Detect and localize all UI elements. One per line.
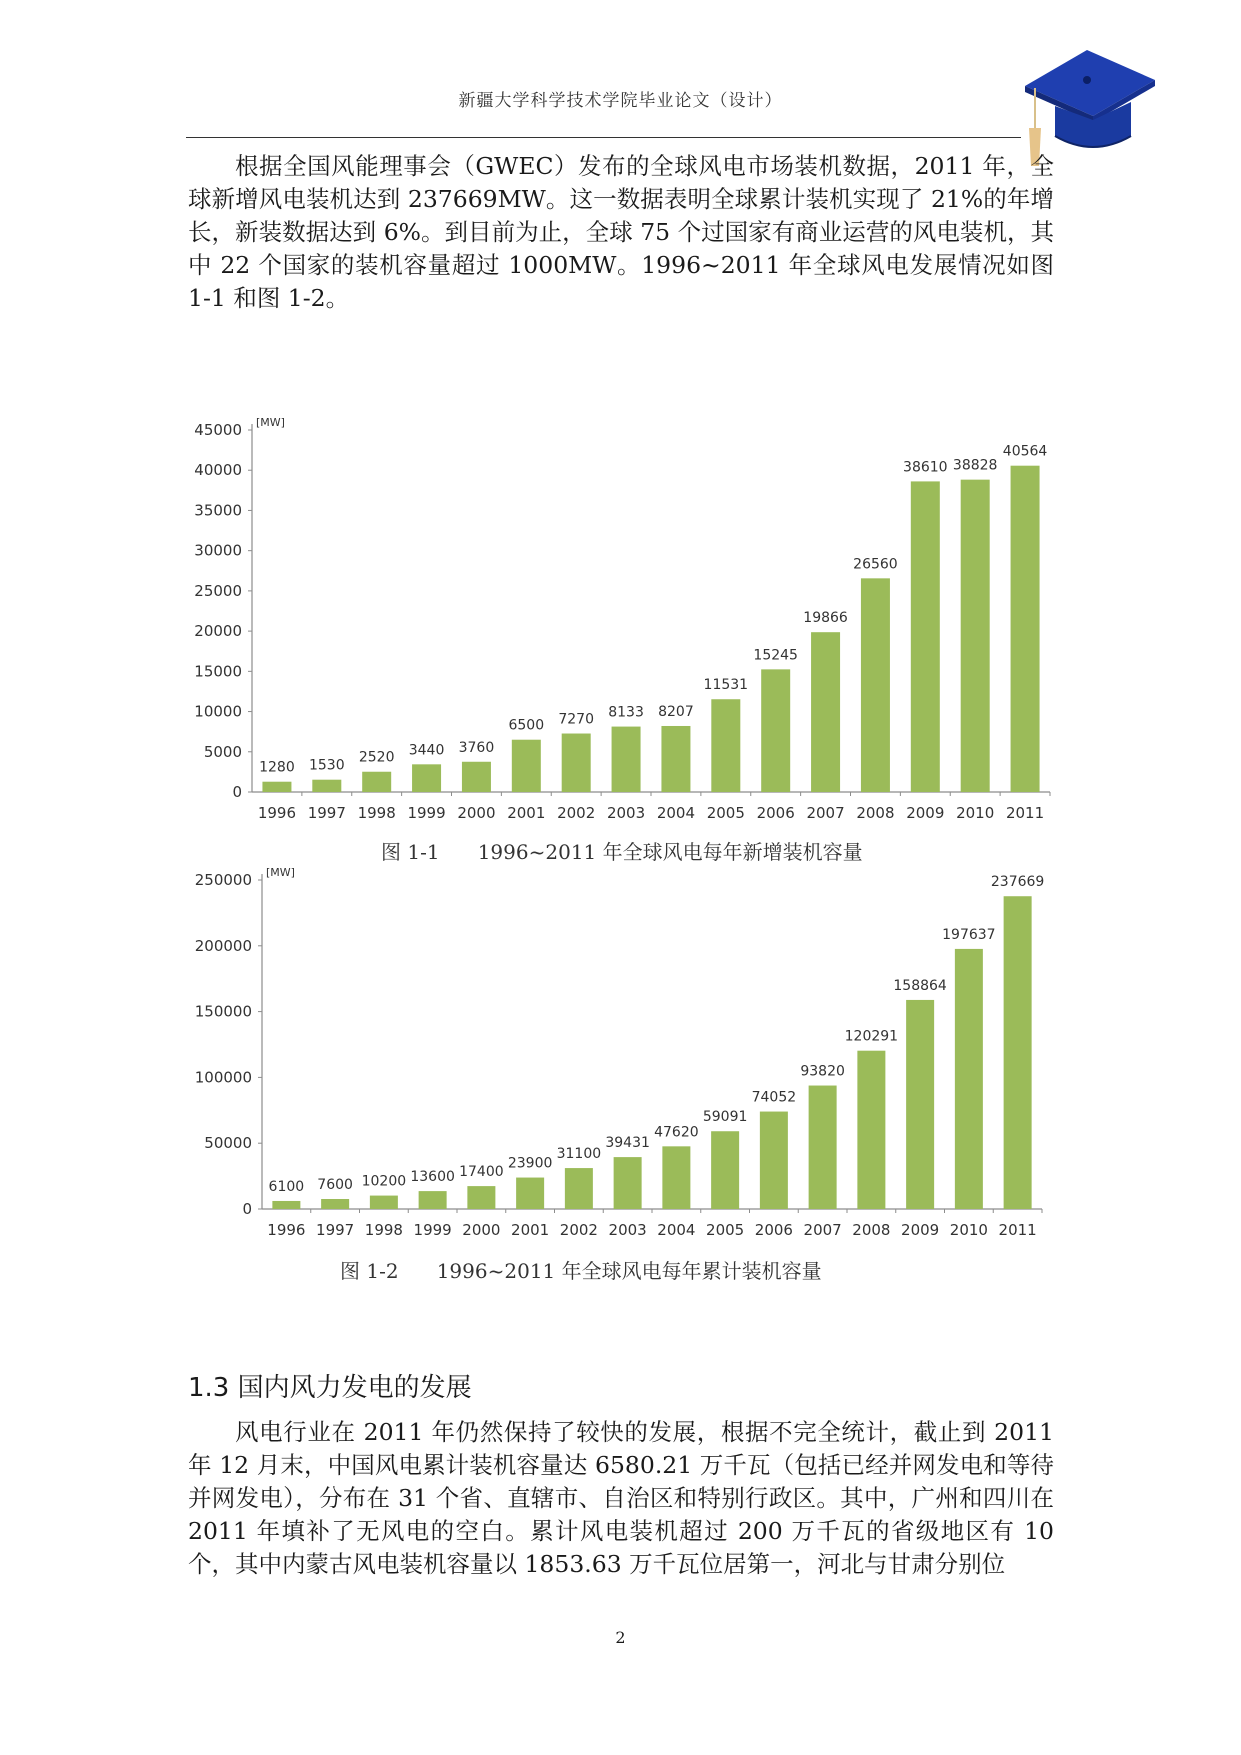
x-tick-label: 2005 [706, 804, 745, 822]
x-tick-label: 2003 [608, 1221, 647, 1239]
x-tick-label: 1997 [307, 804, 346, 822]
intro-paragraph: 根据全国风能理事会（GWEC）发布的全球风电市场装机数据，2011 年，全球新增风电装机达到 237669MW。这一数据表明全球累计装机实现了 21%的年增长，新装数据达到 6%。到目前为止，全球 75 个过国家有商业运营的风电装机，其中 22 个国家的装机容量超过 1000MW。1996~2011 年全球风电发展情况如图 1-1 和图 1-2。 [188, 152, 1054, 312]
bar [370, 1196, 398, 1209]
bar [761, 669, 790, 792]
x-tick-label: 2002 [559, 1221, 598, 1239]
y-tick-label: 0 [242, 1200, 252, 1218]
bar [911, 481, 940, 792]
data-label: 31100 [556, 1146, 602, 1163]
x-tick-label: 2007 [803, 1221, 842, 1239]
section-heading: 1.3 国内风力发电的发展 [188, 1373, 472, 1403]
y-tick-label: 30000 [194, 541, 242, 560]
y-tick-label: 20000 [194, 622, 242, 641]
x-tick-label: 2006 [754, 1221, 793, 1239]
y-tick-label: 45000 [194, 421, 242, 439]
x-tick-label: 2005 [706, 1221, 745, 1239]
y-tick-label: 150000 [194, 1002, 252, 1021]
data-label: 120291 [844, 1028, 899, 1045]
x-tick-label: 2010 [956, 804, 995, 822]
figure-1-caption: 图 1-1 1996~2011 年全球风电每年新增装机容量 [381, 840, 863, 864]
bar [262, 782, 291, 792]
x-tick-label: 2002 [557, 804, 596, 822]
bar [955, 949, 983, 1209]
data-label: 23900 [507, 1155, 553, 1172]
unit-label: [MW] [266, 866, 295, 879]
data-label: 74052 [751, 1089, 797, 1106]
x-tick-label: 1997 [316, 1221, 355, 1239]
x-tick-label: 1996 [267, 1221, 306, 1239]
data-label: 13600 [410, 1169, 455, 1186]
bar [760, 1112, 788, 1209]
x-tick-label: 1999 [413, 1221, 452, 1239]
x-tick-label: 2008 [856, 804, 895, 822]
bar [711, 699, 740, 792]
x-tick-label: 2004 [657, 1221, 696, 1239]
data-label: 40564 [1002, 443, 1048, 460]
bar [811, 632, 840, 792]
data-label: 38828 [952, 457, 998, 474]
data-label: 10200 [361, 1173, 407, 1190]
y-tick-label: 40000 [194, 461, 242, 480]
bar [362, 772, 391, 792]
chart-cumulative-capacity [0, 850, 1241, 1250]
bar [565, 1168, 593, 1209]
data-label: 59091 [702, 1109, 748, 1126]
data-label: 158864 [893, 977, 947, 994]
bar [512, 740, 541, 792]
x-tick-label: 2001 [511, 1221, 550, 1239]
data-label: 1530 [308, 757, 345, 774]
figure-2-caption: 图 1-2 1996~2011 年全球风电每年累计装机容量 [340, 1259, 822, 1283]
data-label: 39431 [605, 1135, 650, 1152]
x-tick-label: 2004 [656, 804, 696, 822]
x-tick-label: 2011 [1005, 804, 1045, 822]
y-tick-label: 250000 [194, 871, 252, 889]
bar [906, 1000, 934, 1209]
header-rule [186, 137, 1021, 138]
y-tick-label: 200000 [194, 936, 252, 955]
data-label: 237669 [990, 874, 1045, 891]
bar [516, 1178, 544, 1209]
data-label: 6500 [508, 717, 545, 734]
y-tick-label: 5000 [203, 742, 242, 761]
data-label: 3440 [408, 742, 445, 759]
y-tick-label: 100000 [194, 1068, 252, 1087]
bar [467, 1186, 495, 1209]
data-label: 93820 [800, 1063, 845, 1080]
data-label: 26560 [853, 556, 898, 573]
data-label: 19866 [803, 610, 848, 627]
bar [419, 1191, 447, 1209]
bar [1004, 896, 1032, 1209]
unit-label: [MW] [256, 416, 285, 429]
data-label: 47620 [654, 1124, 699, 1141]
data-label: 8207 [658, 703, 694, 720]
data-label: 17400 [459, 1164, 504, 1181]
data-label: 7600 [317, 1176, 353, 1193]
y-tick-label: 15000 [194, 662, 242, 681]
bar [272, 1201, 300, 1209]
bar [857, 1051, 885, 1209]
bar [462, 762, 491, 792]
y-tick-label: 0 [232, 783, 242, 801]
bar [412, 764, 441, 792]
x-tick-label: 2008 [852, 1221, 891, 1239]
x-tick-label: 2009 [901, 1221, 940, 1239]
x-tick-label: 2000 [462, 1221, 501, 1239]
bar [661, 726, 690, 792]
x-tick-label: 2009 [906, 804, 945, 822]
x-tick-label: 1998 [357, 804, 396, 822]
page-number: 2 [615, 1628, 626, 1647]
data-label: 8133 [608, 704, 644, 721]
y-tick-label: 25000 [194, 581, 242, 600]
data-label: 7270 [558, 711, 595, 728]
x-tick-label: 2011 [998, 1221, 1037, 1239]
data-label: 38610 [903, 459, 948, 476]
page-header: 新疆大学科学技术学院毕业论文（设计） [458, 91, 783, 111]
x-tick-label: 1998 [364, 1221, 403, 1239]
bar [321, 1199, 349, 1209]
bar [612, 727, 641, 792]
data-label: 197637 [942, 926, 996, 943]
body-paragraph: 风电行业在 2011 年仍然保持了较快的发展，根据不完全统计，截止到 2011 年 12 月末，中国风电累计装机容量达 6580.21 万千瓦（包括已经并网发电和等待并网发电），分布在 31 个省、直辖市、自治区和特别行政区。其中，广州和四川在 2011 年填补了无风电的空白。累计风电装机超过 200 万千瓦的省级地区有 10 个，其中内蒙古风电装机容量以 1853.63 万千瓦位居第一，河北与甘肃分别位 [188, 1418, 1054, 1578]
chart-annual-new-capacity [0, 405, 1241, 825]
x-tick-label: 2007 [806, 804, 845, 822]
x-tick-label: 2001 [507, 804, 546, 822]
bar [1011, 466, 1040, 792]
x-tick-label: 2006 [756, 804, 795, 822]
bar [809, 1086, 837, 1209]
bar [562, 734, 591, 792]
x-tick-label: 2000 [457, 804, 496, 822]
bar [861, 578, 890, 792]
bar [961, 480, 990, 792]
x-tick-label: 1996 [257, 804, 297, 822]
data-label: 15245 [753, 647, 798, 664]
y-tick-label: 10000 [194, 702, 242, 721]
x-tick-label: 2003 [606, 804, 646, 822]
data-label: 3760 [458, 739, 495, 756]
bar [312, 780, 341, 792]
data-label: 2520 [358, 749, 395, 766]
x-tick-label: 2010 [949, 1221, 988, 1239]
y-tick-label: 35000 [194, 501, 242, 520]
y-tick-label: 50000 [204, 1134, 252, 1153]
bar [662, 1146, 690, 1209]
bar [614, 1157, 642, 1209]
bar [711, 1131, 739, 1209]
data-label: 11531 [703, 677, 749, 694]
x-tick-label: 1999 [407, 804, 446, 822]
data-label: 1280 [259, 759, 295, 776]
data-label: 6100 [268, 1178, 305, 1195]
